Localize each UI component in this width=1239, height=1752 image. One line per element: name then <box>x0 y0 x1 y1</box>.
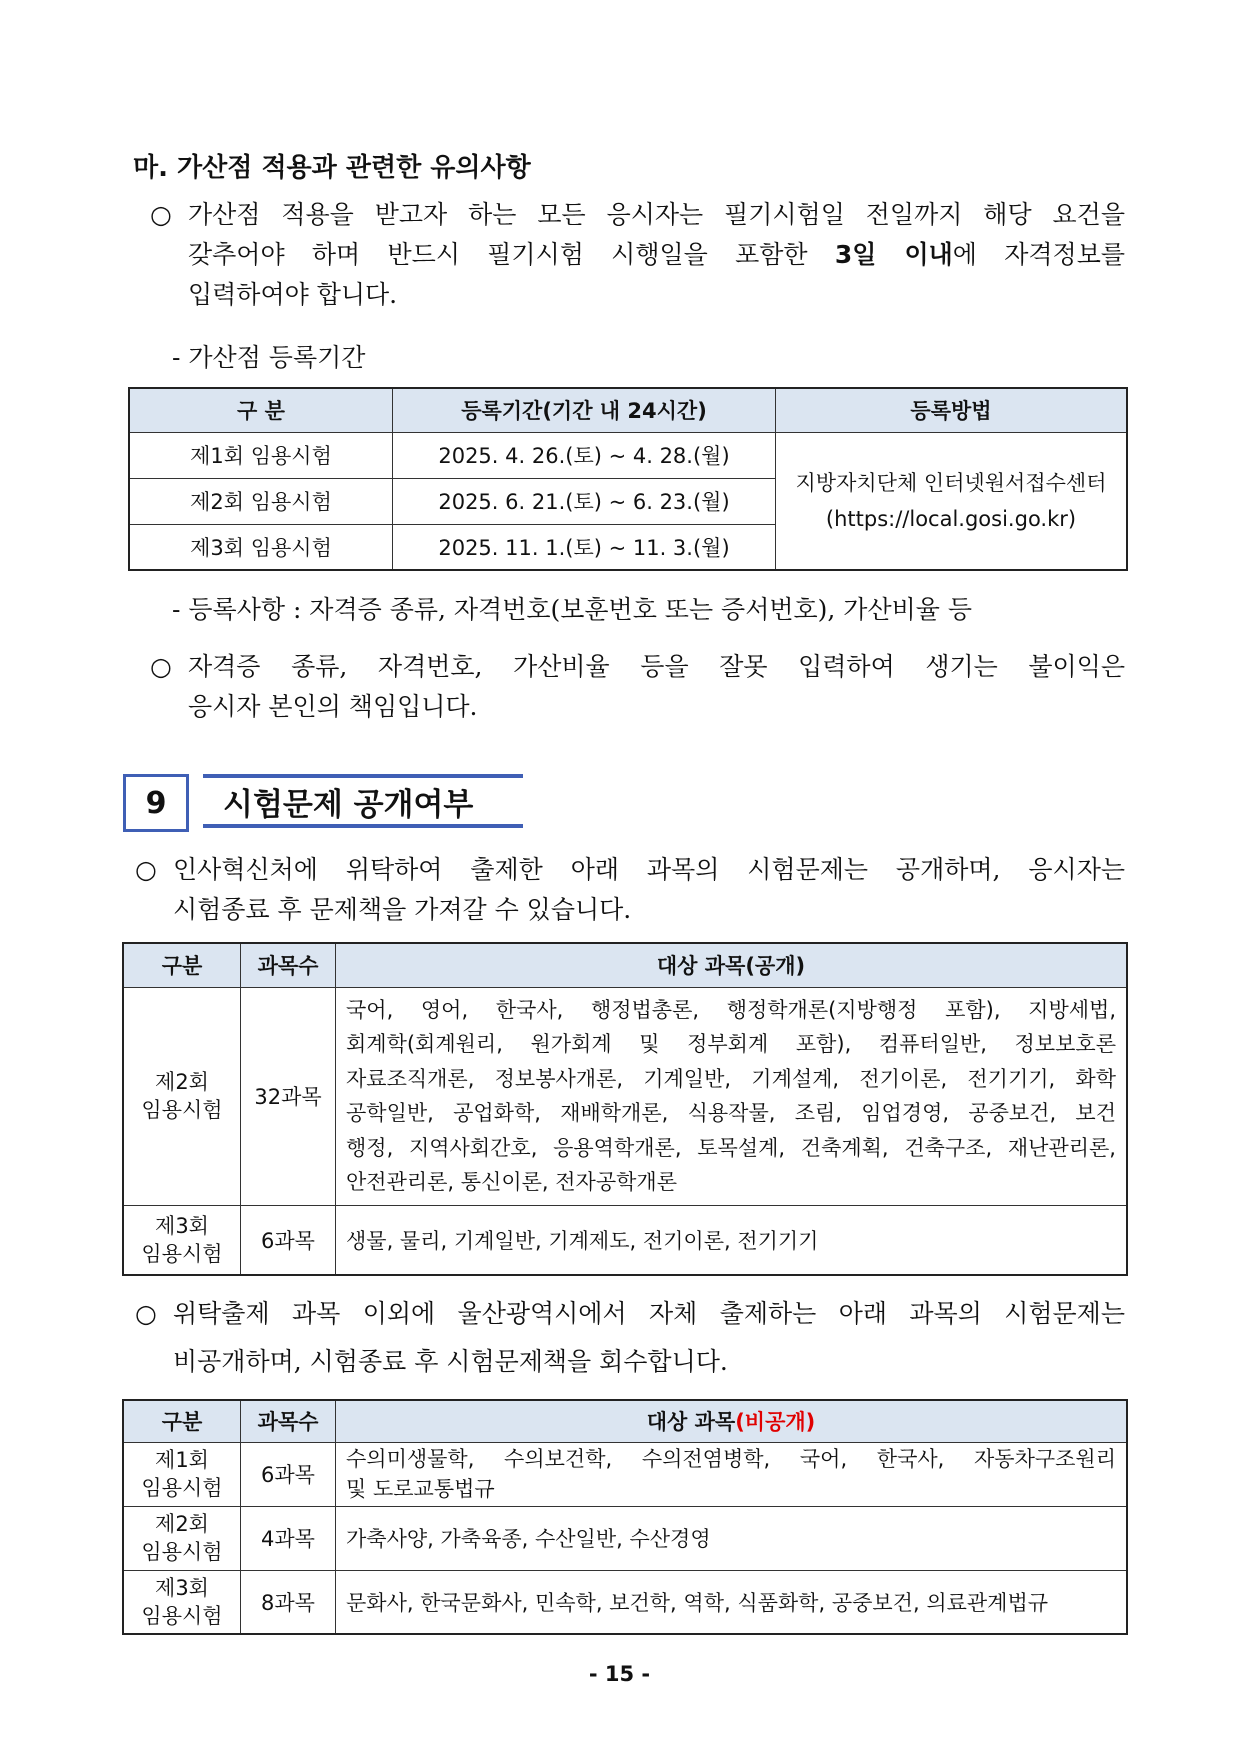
table-row <box>123 987 1127 1205</box>
text-line: 가산점 적용을 받고자 하는 모든 응시자는 필기시험일 전일까지 해당 요건을 <box>188 200 1125 229</box>
round-label: 제2회 <box>155 1070 209 1094</box>
round-label: 임용시험 <box>141 1540 223 1564</box>
method-cell <box>776 432 1128 570</box>
period-cell: 2025. 6. 21.(토) ~ 6. 23.(월) <box>393 478 776 524</box>
text-line: 인사혁신처에 위탁하여 출제한 아래 과목의 시험문제는 공개하며, 응시자는 <box>173 855 1125 884</box>
round-cell <box>123 1442 241 1506</box>
registration-period-table <box>128 387 1128 571</box>
bullet-paragraph-bonus <box>150 195 1125 315</box>
subjects-line: 자료조직개론, 정보봉사개론, 기계일반, 기계설계, 전기이론, 전기기기, 화학 <box>346 1066 1116 1091</box>
count-cell: 32과목 <box>241 987 336 1205</box>
header-cell: 구분 <box>123 1400 241 1442</box>
text-line: 비공개하며, 시험종료 후 시험문제책을 회수합니다. <box>173 1347 728 1376</box>
registration-items-text: - 등록사항 : 자격증 종류, 자격번호(보훈번호 또는 증서번호), 가산비율 등 <box>172 595 972 624</box>
subjects-cell <box>336 987 1128 1205</box>
round-cell: 제3회 임용시험 <box>129 524 393 570</box>
table-header-row <box>123 1400 1127 1442</box>
subjects-line: 및 도로교통법규 <box>346 1477 495 1501</box>
method-url: (https://local.gosi.go.kr) <box>825 506 1077 531</box>
subjects-cell <box>336 1442 1128 1506</box>
period-cell: 2025. 4. 26.(토) ~ 4. 28.(월) <box>393 432 776 478</box>
text-line: 위탁출제 과목 이외에 울산광역시에서 자체 출제하는 아래 과목의 시험문제는 <box>173 1299 1125 1328</box>
subjects-cell: 가축사양, 가축육종, 수산일반, 수산경영 <box>336 1506 1128 1570</box>
subjects-cell: 문화사, 한국문화사, 민속학, 보건학, 역학, 식품화학, 공중보건, 의료관계법규 <box>336 1570 1128 1634</box>
count-cell: 6과목 <box>241 1205 336 1275</box>
header-text: 대상 과목 <box>646 1410 736 1435</box>
period-cell: 2025. 11. 1.(토) ~ 11. 3.(월) <box>393 524 776 570</box>
emphasis-text: 3일 이내 <box>834 240 953 269</box>
subjects-line: 국어, 영어, 한국사, 행정법총론, 행정학개론(지방행정 포함), 지방세법, <box>346 997 1116 1022</box>
round-cell: 제1회 임용시험 <box>129 432 393 478</box>
section-title: 시험문제 공개여부 <box>203 774 523 828</box>
round-cell: 제2회 임용시험 <box>129 478 393 524</box>
subjects-line: 수의미생물학, 수의보건학, 수의전염병학, 국어, 한국사, 자동차구조원리 <box>346 1447 1116 1471</box>
header-cell: 등록방법 <box>776 388 1128 432</box>
round-label: 제2회 <box>155 1512 209 1536</box>
table-header-row <box>123 943 1127 987</box>
header-cell <box>336 1400 1128 1442</box>
page-number: - 15 - <box>588 1662 651 1686</box>
round-cell <box>123 1570 241 1634</box>
subjects-line: 회계학(회계원리, 원가회계 및 정부회계 포함), 컴퓨터일반, 정보보호론 <box>346 1032 1116 1056</box>
text-line: 시험종료 후 문제책을 가져갈 수 있습니다. <box>173 895 632 924</box>
header-cell: 대상 과목(공개) <box>336 943 1128 987</box>
table-row <box>129 432 1127 478</box>
text-segment: 에 자격정보를 <box>952 240 1125 269</box>
subjects-line: 안전관리론, 통신이론, 전자공학개론 <box>346 1170 677 1194</box>
section-heading-ma: 마. 가산점 적용과 관련한 유의사항 <box>133 153 531 183</box>
round-label: 제1회 <box>155 1448 209 1472</box>
round-label: 임용시험 <box>141 1476 223 1500</box>
text-line: 응시자 본인의 책임입니다. <box>188 692 478 721</box>
header-red-text: (비공개) <box>735 1410 816 1435</box>
text-line: 자격증 종류, 자격번호, 가산비율 등을 잘못 입력하여 생기는 불이익은 <box>188 652 1125 681</box>
round-label: 임용시험 <box>141 1098 223 1122</box>
bullet-paragraph-private <box>135 1290 1125 1386</box>
table-header-row <box>129 388 1127 432</box>
header-cell: 등록기간(기간 내 24시간) <box>393 388 776 432</box>
count-cell: 6과목 <box>241 1442 336 1506</box>
header-cell: 과목수 <box>241 1400 336 1442</box>
bullet-marker: ○ <box>135 855 157 884</box>
round-label: 임용시험 <box>141 1603 223 1628</box>
text-line <box>188 235 1125 275</box>
round-label: 제3회 <box>155 1575 209 1600</box>
text-segment: 갖추어야 하며 반드시 필기시험 시행일을 포함한 <box>188 240 835 269</box>
sub-heading-registration-period: - 가산점 등록기간 <box>172 343 366 372</box>
count-cell: 8과목 <box>241 1570 336 1634</box>
bullet-marker: ○ <box>150 652 172 681</box>
round-label: 제3회 <box>155 1213 209 1238</box>
private-subjects-table <box>122 1399 1128 1635</box>
header-cell: 구분 <box>123 943 241 987</box>
subjects-line: 행정, 지역사회간호, 응용역학개론, 토목설계, 건축계획, 건축구조, 재난관리론, <box>346 1135 1116 1160</box>
section-number-box: 9 <box>123 774 189 832</box>
round-cell <box>123 987 241 1205</box>
header-cell: 구 분 <box>129 388 393 432</box>
bullet-paragraph-public <box>135 850 1125 930</box>
round-cell <box>123 1506 241 1570</box>
count-cell: 4과목 <box>241 1506 336 1570</box>
round-label: 임용시험 <box>141 1241 223 1266</box>
table-row <box>123 1442 1127 1506</box>
subjects-line: 공학일반, 공업화학, 재배학개론, 식용작물, 조림, 임업경영, 공중보건, 보건 <box>346 1101 1116 1125</box>
public-subjects-table <box>122 942 1128 1276</box>
bullet-paragraph-responsibility <box>150 647 1125 727</box>
subjects-cell: 생물, 물리, 기계일반, 기계제도, 전기이론, 전기기기 <box>336 1205 1128 1275</box>
round-cell <box>123 1205 241 1275</box>
header-cell: 과목수 <box>241 943 336 987</box>
bullet-marker: ○ <box>150 200 172 229</box>
table-row <box>123 1570 1127 1634</box>
method-text: 지방자치단체 인터넷원서접수센터 <box>795 470 1107 495</box>
table-row <box>123 1205 1127 1275</box>
bullet-marker: ○ <box>135 1299 157 1328</box>
text-line: 입력하여야 합니다. <box>188 280 398 309</box>
table-row <box>123 1506 1127 1570</box>
